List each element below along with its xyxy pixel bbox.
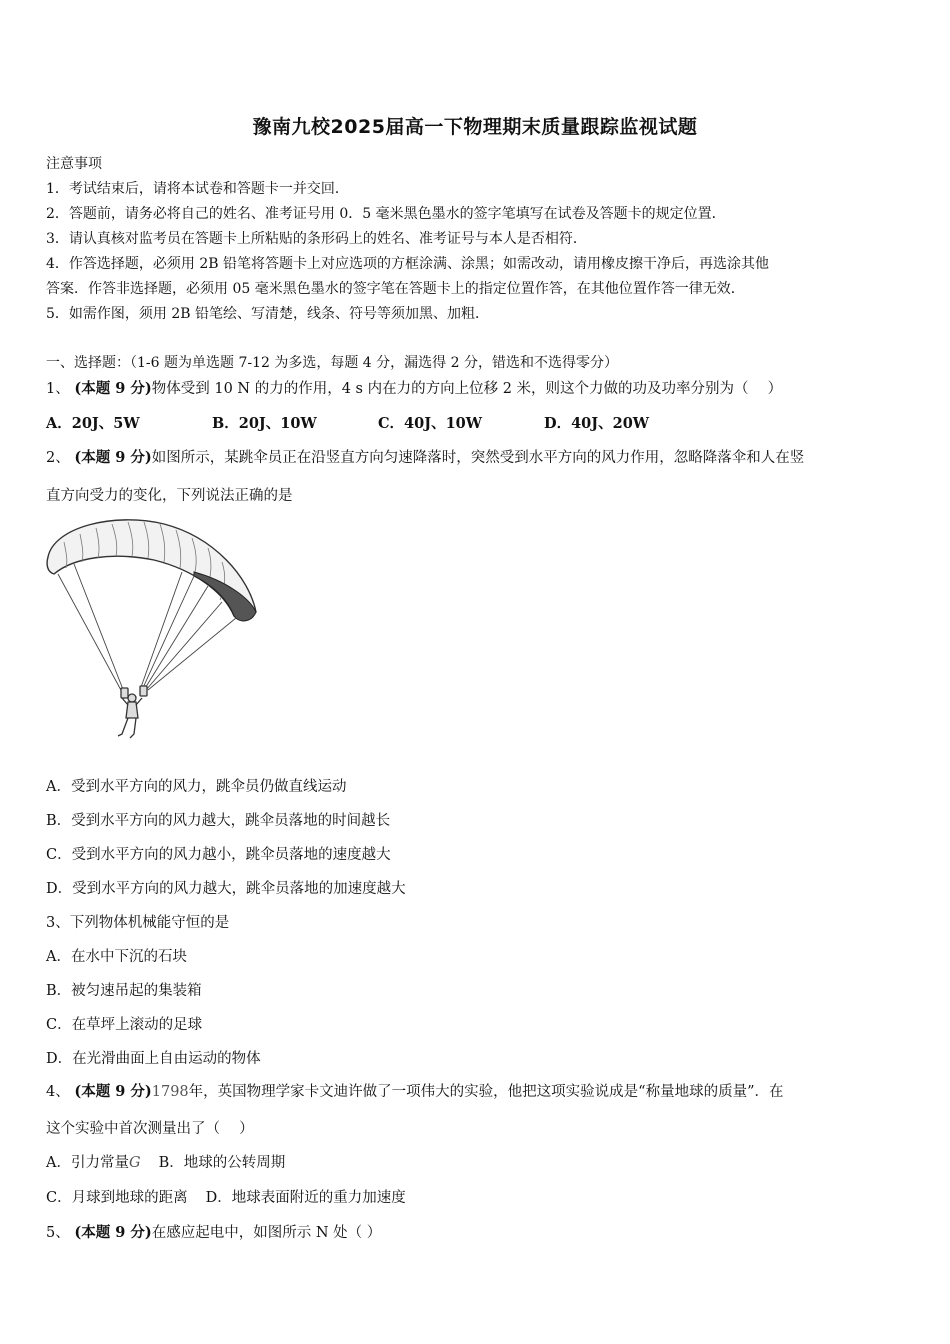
question-1	[46, 377, 782, 398]
option-a: A．在水中下沉的石块	[46, 949, 187, 965]
option-b: B．地球的公转周期	[158, 1155, 286, 1171]
gravitational-constant-symbol: G	[128, 1155, 141, 1171]
page-title: 豫南九校2025届高一下物理期末质量跟踪监视试题	[252, 116, 698, 138]
notice-item: 5．如需作图，须用 2B 铅笔绘、写清楚，线条、符号等须加黑、加粗．	[46, 306, 490, 322]
question-text-line-1: 如图所示，某跳伞员正在沿竖直方向匀速降落时，突然受到水平方向的风力作用，忽略降落伞和人在竖	[151, 450, 805, 466]
option-c: C．在草坪上滚动的足球	[46, 1017, 203, 1033]
question-score: (本题 9 分)	[74, 449, 152, 466]
question-4	[46, 1080, 783, 1101]
option-d: D．40J、20W	[544, 415, 650, 432]
question-number: 4、	[46, 1084, 70, 1100]
parachute-figure	[44, 512, 264, 742]
notice-item: 4．作答选择题，必须用 2B 铅笔将答题卡上对应选项的方框涂满、涂黑；如需改动，请用橡皮擦干净后，再选涂其他	[46, 256, 769, 272]
question-number: 5、	[46, 1225, 70, 1241]
option-d: D．在光滑曲面上自由运动的物体	[46, 1051, 261, 1067]
notice-heading: 注意事项	[46, 156, 102, 172]
option-c: C．月球到地球的距离	[46, 1190, 188, 1206]
option-a: A．20J、5W	[46, 415, 140, 432]
question-number: 2、	[46, 450, 70, 466]
question-score: (本题 9 分)	[74, 1224, 152, 1241]
option-a: A．引力常量	[46, 1155, 129, 1171]
option-b: B．20J、10W	[212, 415, 317, 432]
option-c: C．40J、10W	[378, 415, 483, 432]
option-d: D．受到水平方向的风力越大，跳伞员落地的加速度越大	[46, 881, 406, 897]
notice-item: 答案．作答非选择题，必须用 05 毫米黑色墨水的签字笔在答题卡上的指定位置作答，在其他位置作答一律无效．	[46, 281, 745, 297]
option-d: D．地球表面附近的重力加速度	[205, 1190, 406, 1206]
question-text-line-1: 年，英国物理学家卡文迪许做了一项伟大的实验，他把这项实验说成是“称量地球的质量”．在	[188, 1084, 784, 1100]
option-a: A．受到水平方向的风力，跳伞员仍做直线运动	[46, 779, 347, 795]
year-value: 1798	[151, 1084, 189, 1100]
question-3: 3、下列物体机械能守恒的是	[46, 915, 230, 931]
question-number: 1、	[46, 381, 70, 397]
question-text: 在感应起电中，如图所示 N 处（ ）	[151, 1225, 382, 1241]
question-text: 物体受到 10 N 的力的作用，4 s 内在力的方向上位移 2 米，则这个力做的功及功率分别为（ ）	[151, 381, 783, 397]
notice-item: 3．请认真核对监考员在答题卡上所粘贴的条形码上的姓名、准考证号与本人是否相符．	[46, 231, 587, 247]
question-1-options	[46, 412, 649, 433]
question-4-options-row-1	[46, 1151, 285, 1172]
option-c: C．受到水平方向的风力越小，跳伞员落地的速度越大	[46, 847, 391, 863]
option-b: B．受到水平方向的风力越大，跳伞员落地的时间越长	[46, 813, 391, 829]
question-score: (本题 9 分)	[74, 1083, 152, 1100]
parachute-illustration	[44, 512, 264, 742]
question-2	[46, 446, 804, 467]
notice-item: 1．考试结束后，请将本试卷和答题卡一并交回．	[46, 181, 349, 197]
question-score: (本题 9 分)	[74, 380, 152, 397]
section-heading: 一、选择题：（1-6 题为单选题 7-12 为多选，每题 4 分，漏选得 2 分，错选和不选得零分）	[46, 355, 618, 371]
question-5	[46, 1221, 381, 1242]
option-b: B．被匀速吊起的集装箱	[46, 983, 202, 999]
question-4-options-row-2	[46, 1186, 406, 1207]
question-text-line-2: 直方向受力的变化，下列说法正确的是	[46, 488, 293, 504]
question-text-line-2: 这个实验中首次测量出了（ ）	[46, 1121, 254, 1137]
notice-item: 2．答题前，请务必将自己的姓名、准考证号用 0．5 毫米黑色墨水的签字笔填写在试卷及答题卡的规定位置．	[46, 206, 726, 222]
